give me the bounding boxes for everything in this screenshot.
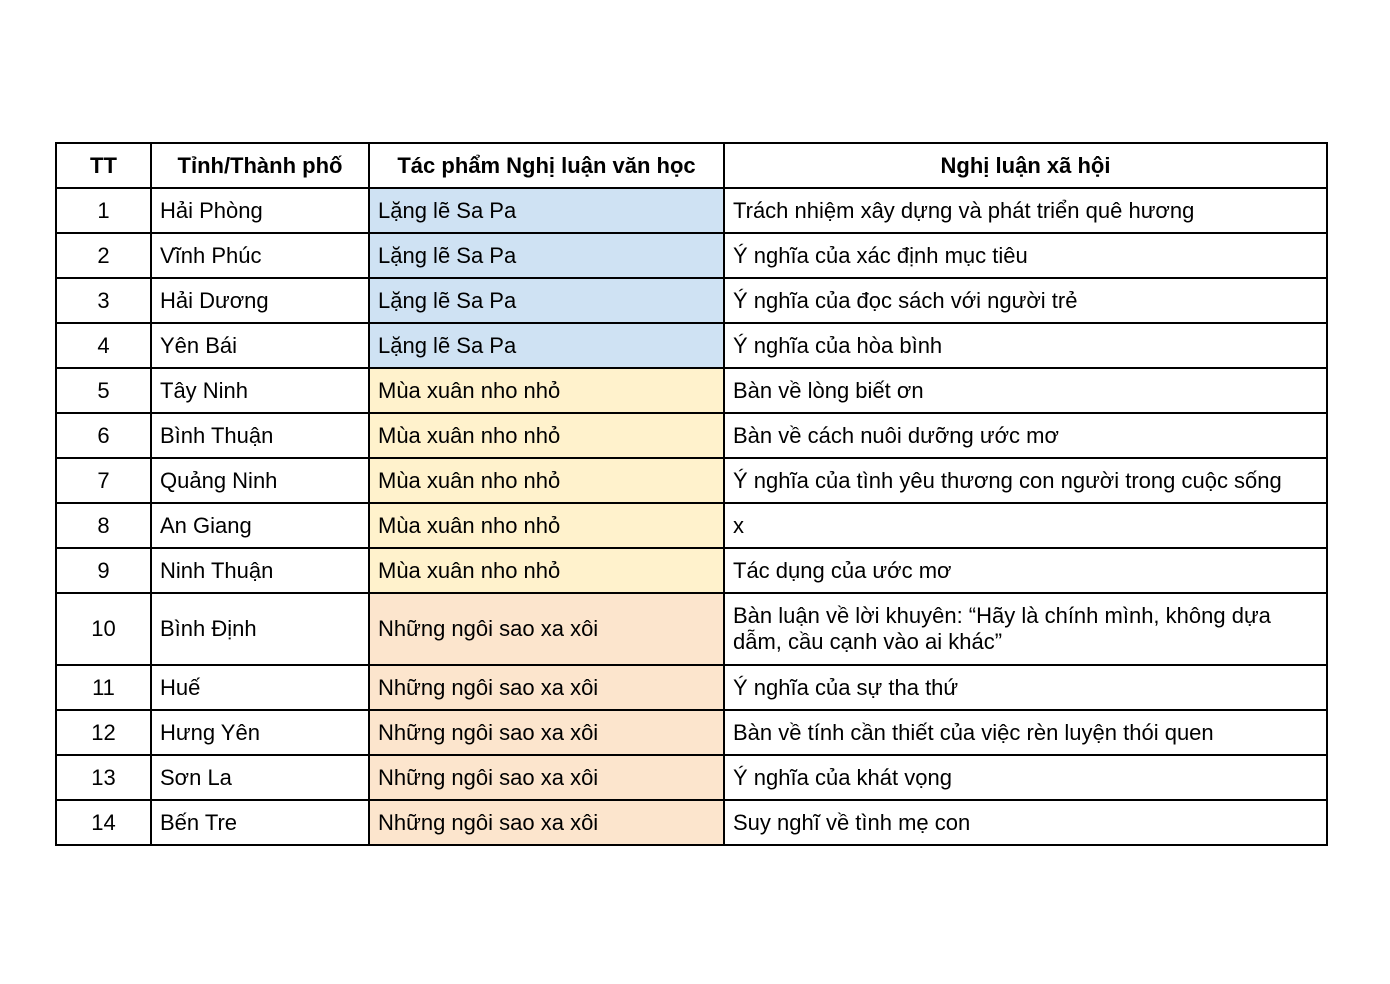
table-row	[56, 548, 1327, 593]
cell-literary-work: Mùa xuân nho nhỏ	[369, 458, 724, 503]
cell-social-topic: Bàn về cách nuôi dưỡng ước mơ	[724, 413, 1327, 458]
cell-literary-work: Lặng lẽ Sa Pa	[369, 323, 724, 368]
cell-social-topic: x	[724, 503, 1327, 548]
cell-province: Tây Ninh	[151, 368, 369, 413]
header-literary-work: Tác phẩm Nghị luận văn học	[369, 143, 724, 188]
table-row	[56, 665, 1327, 710]
cell-province: Bình Thuận	[151, 413, 369, 458]
cell-literary-work: Những ngôi sao xa xôi	[369, 593, 724, 665]
table-row	[56, 710, 1327, 755]
cell-province: Huế	[151, 665, 369, 710]
table-row	[56, 368, 1327, 413]
cell-province: Bình Định	[151, 593, 369, 665]
cell-tt: 11	[56, 665, 151, 710]
table-row	[56, 593, 1327, 665]
cell-literary-work: Mùa xuân nho nhỏ	[369, 548, 724, 593]
cell-social-topic: Ý nghĩa của khát vọng	[724, 755, 1327, 800]
cell-tt: 6	[56, 413, 151, 458]
table-row	[56, 413, 1327, 458]
cell-social-topic: Ý nghĩa của đọc sách với người trẻ	[724, 278, 1327, 323]
header-province: Tỉnh/Thành phố	[151, 143, 369, 188]
cell-social-topic: Ý nghĩa của sự tha thứ	[724, 665, 1327, 710]
cell-literary-work: Lặng lẽ Sa Pa	[369, 233, 724, 278]
cell-tt: 5	[56, 368, 151, 413]
cell-tt: 14	[56, 800, 151, 845]
cell-literary-work: Mùa xuân nho nhỏ	[369, 368, 724, 413]
cell-social-topic: Bàn về lòng biết ơn	[724, 368, 1327, 413]
cell-tt: 9	[56, 548, 151, 593]
header-tt: TT	[56, 143, 151, 188]
cell-social-topic: Ý nghĩa của hòa bình	[724, 323, 1327, 368]
table-row	[56, 188, 1327, 233]
table-row	[56, 800, 1327, 845]
cell-province: Hưng Yên	[151, 710, 369, 755]
cell-tt: 10	[56, 593, 151, 665]
cell-province: Sơn La	[151, 755, 369, 800]
cell-social-topic: Ý nghĩa của tình yêu thương con người trong cuộc sống	[724, 458, 1327, 503]
cell-tt: 2	[56, 233, 151, 278]
cell-literary-work: Những ngôi sao xa xôi	[369, 710, 724, 755]
table-row	[56, 323, 1327, 368]
table-header-row	[56, 143, 1327, 188]
cell-social-topic: Bàn luận về lời khuyên: “Hãy là chính mình, không dựa dẫm, cầu cạnh vào ai khác”	[724, 593, 1327, 665]
cell-province: Quảng Ninh	[151, 458, 369, 503]
cell-tt: 13	[56, 755, 151, 800]
cell-literary-work: Những ngôi sao xa xôi	[369, 755, 724, 800]
cell-tt: 8	[56, 503, 151, 548]
cell-social-topic: Tác dụng của ước mơ	[724, 548, 1327, 593]
cell-social-topic: Trách nhiệm xây dựng và phát triển quê hương	[724, 188, 1327, 233]
cell-literary-work: Những ngôi sao xa xôi	[369, 665, 724, 710]
cell-literary-work: Những ngôi sao xa xôi	[369, 800, 724, 845]
cell-province: Hải Phòng	[151, 188, 369, 233]
cell-social-topic: Suy nghĩ về tình mẹ con	[724, 800, 1327, 845]
cell-literary-work: Lặng lẽ Sa Pa	[369, 188, 724, 233]
cell-province: Yên Bái	[151, 323, 369, 368]
table-row	[56, 503, 1327, 548]
cell-social-topic: Ý nghĩa của xác định mục tiêu	[724, 233, 1327, 278]
cell-province: Hải Dương	[151, 278, 369, 323]
header-social-topic: Nghị luận xã hội	[724, 143, 1327, 188]
cell-province: Ninh Thuận	[151, 548, 369, 593]
cell-social-topic: Bàn về tính cần thiết của việc rèn luyện thói quen	[724, 710, 1327, 755]
cell-province: Bến Tre	[151, 800, 369, 845]
cell-literary-work: Mùa xuân nho nhỏ	[369, 413, 724, 458]
cell-literary-work: Mùa xuân nho nhỏ	[369, 503, 724, 548]
table-row	[56, 278, 1327, 323]
cell-tt: 4	[56, 323, 151, 368]
cell-province: An Giang	[151, 503, 369, 548]
exam-topics-table	[55, 142, 1328, 846]
cell-tt: 3	[56, 278, 151, 323]
table-row	[56, 458, 1327, 503]
cell-tt: 12	[56, 710, 151, 755]
table-row	[56, 233, 1327, 278]
cell-literary-work: Lặng lẽ Sa Pa	[369, 278, 724, 323]
table-row	[56, 755, 1327, 800]
cell-province: Vĩnh Phúc	[151, 233, 369, 278]
cell-tt: 1	[56, 188, 151, 233]
cell-tt: 7	[56, 458, 151, 503]
